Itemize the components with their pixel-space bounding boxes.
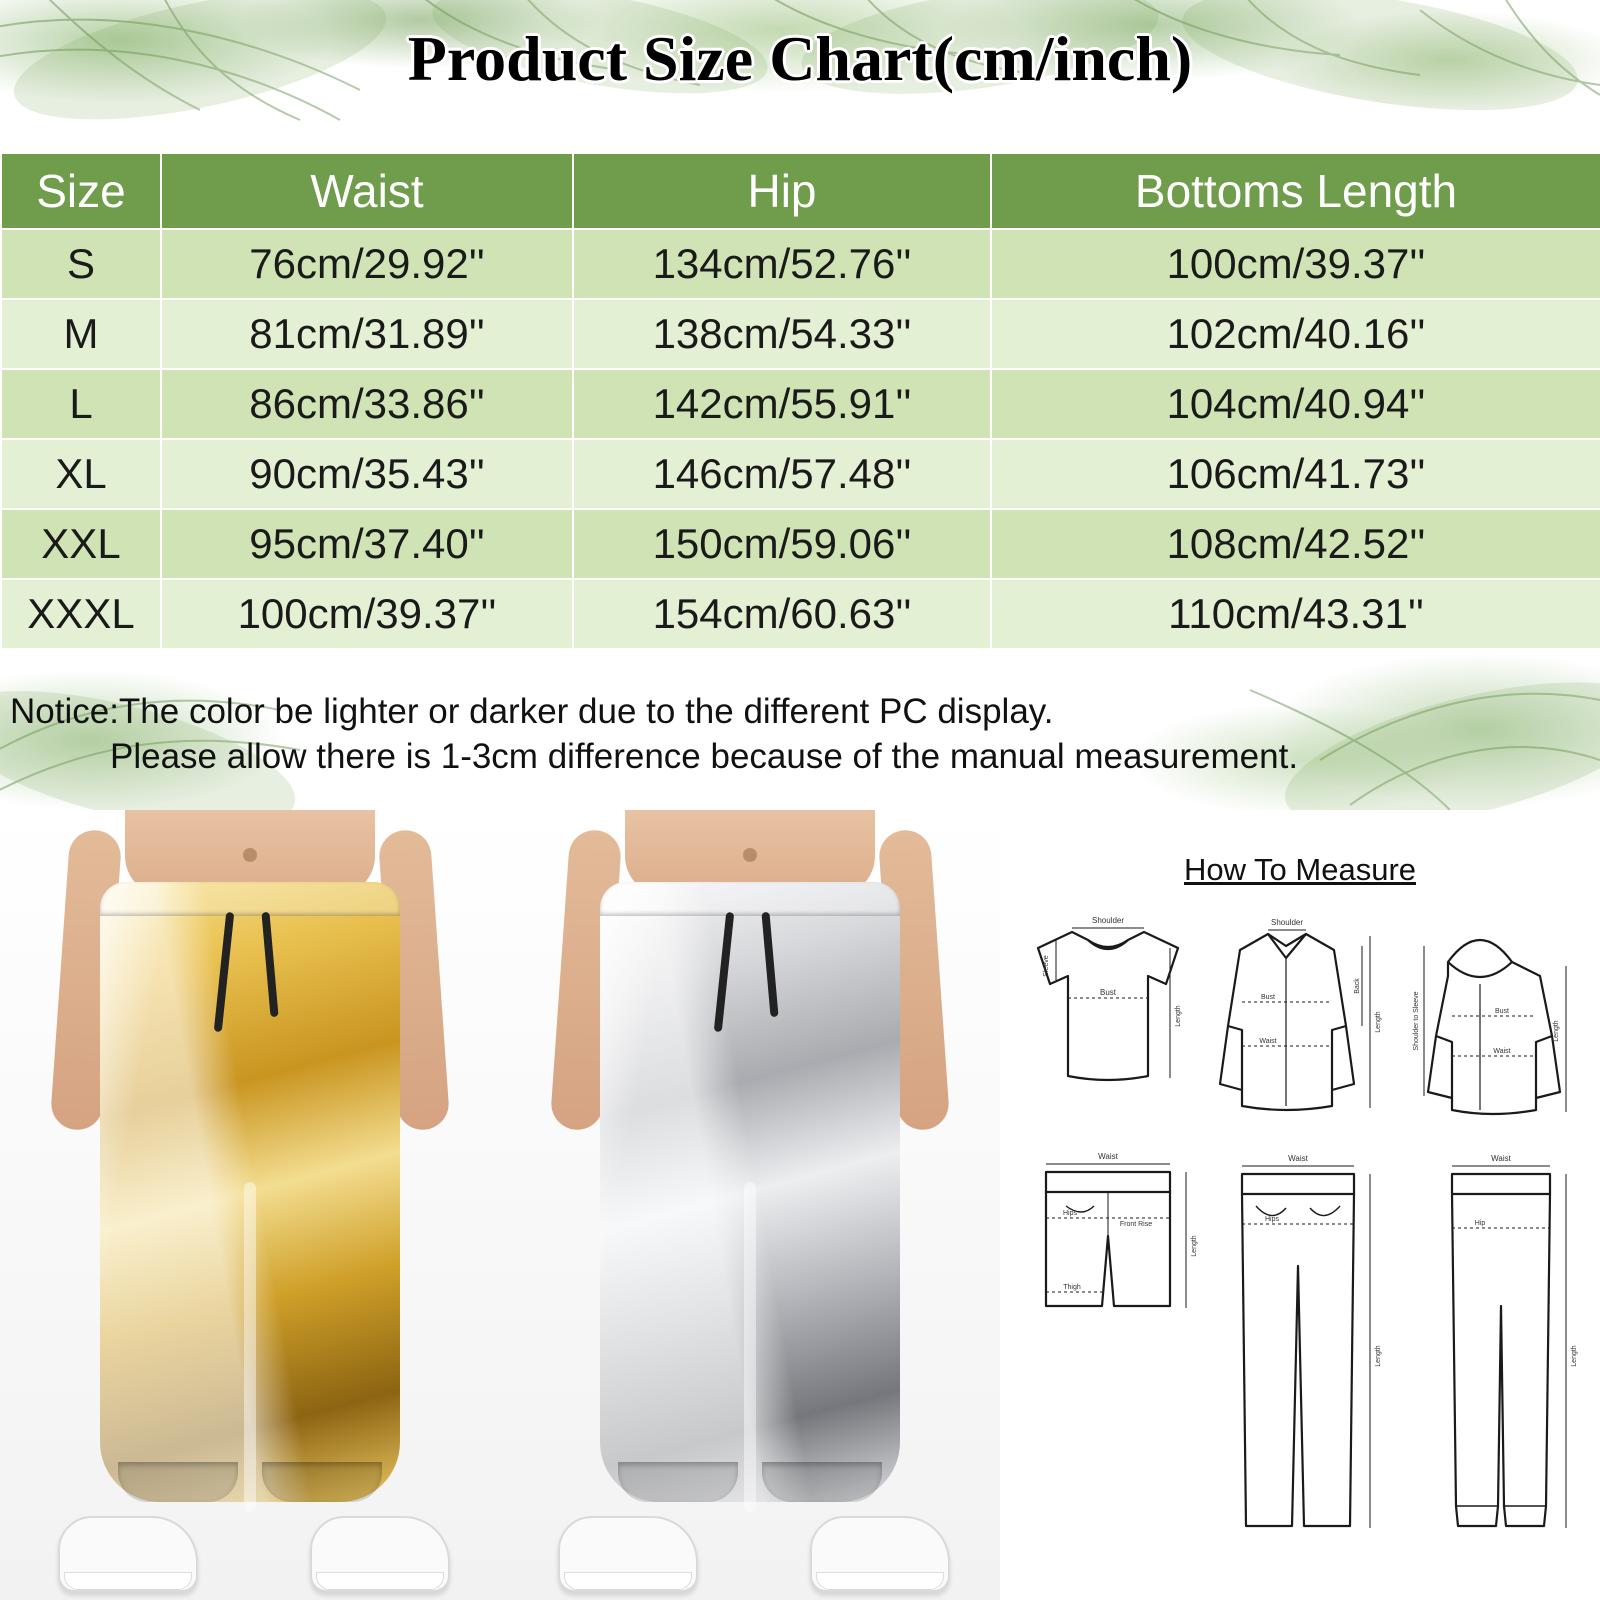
sneaker-left	[58, 1516, 198, 1592]
column-header-waist: Waist	[161, 153, 573, 229]
bottom-section	[0, 810, 1600, 1600]
cell-hip: 146cm/57.48''	[573, 439, 991, 509]
leg-separation	[244, 1182, 256, 1512]
cell-waist: 86cm/33.86''	[161, 369, 573, 439]
waistband	[100, 882, 400, 916]
cell-length: 100cm/39.37''	[991, 229, 1600, 299]
cell-size: L	[1, 369, 161, 439]
svg-text:Bust: Bust	[1494, 1008, 1510, 1015]
pants-diagram	[1242, 1154, 1382, 1528]
joggers-diagram	[1452, 1154, 1578, 1528]
table-header-row	[1, 153, 1600, 229]
cell-waist: 100cm/39.37''	[161, 579, 573, 649]
cell-waist: 81cm/31.89''	[161, 299, 573, 369]
sneaker-right	[810, 1516, 950, 1592]
cell-size: XXXL	[1, 579, 161, 649]
tshirt-diagram	[1038, 916, 1182, 1080]
svg-text:Length: Length	[1175, 1005, 1182, 1027]
svg-text:Length: Length	[1571, 1345, 1578, 1367]
table-row	[1, 439, 1600, 509]
notice-line-1: Notice:The color be lighter or darker due to the different PC display.	[10, 692, 1054, 731]
silver-pants	[600, 882, 900, 1502]
cell-hip: 142cm/55.91''	[573, 369, 991, 439]
cuff-right	[262, 1462, 382, 1502]
cell-length: 106cm/41.73''	[991, 439, 1600, 509]
cell-size: S	[1, 229, 161, 299]
hoodie-diagram	[1413, 940, 1566, 1114]
table-row	[1, 369, 1600, 439]
table-row	[1, 509, 1600, 579]
gold-pants	[100, 882, 400, 1502]
svg-text:Shoulder to Sleeve: Shoulder to Sleeve	[1413, 991, 1420, 1051]
waistband	[600, 882, 900, 916]
notice-text	[0, 690, 1600, 780]
svg-text:Length: Length	[1375, 1011, 1382, 1033]
svg-text:Waist: Waist	[1493, 1048, 1511, 1055]
cuff-left	[118, 1462, 238, 1502]
shorts-diagram	[1046, 1152, 1198, 1308]
svg-text:Bust: Bust	[1099, 988, 1117, 997]
measure-diagrams	[1010, 906, 1590, 1576]
cell-length: 108cm/42.52''	[991, 509, 1600, 579]
size-chart-table	[0, 152, 1600, 650]
cell-length: 104cm/40.94''	[991, 369, 1600, 439]
svg-text:Shoulder: Shoulder	[1091, 916, 1125, 925]
cuff-right	[762, 1462, 882, 1502]
how-to-measure-title: How To Measure	[1183, 852, 1417, 887]
drawstring-right	[261, 912, 278, 1017]
cuff-left	[618, 1462, 738, 1502]
column-header-hip: Hip	[573, 153, 991, 229]
how-to-measure-panel	[1000, 810, 1600, 1600]
dress-shirt-diagram	[1220, 918, 1382, 1110]
column-header-length: Bottoms Length	[991, 153, 1600, 229]
svg-text:Thigh: Thigh	[1063, 1284, 1081, 1291]
svg-text:Waist: Waist	[1288, 1154, 1308, 1163]
product-photo-gold	[0, 810, 500, 1600]
cell-waist: 76cm/29.92''	[161, 229, 573, 299]
table-row	[1, 229, 1600, 299]
cell-waist: 95cm/37.40''	[161, 509, 573, 579]
leg-separation	[744, 1182, 756, 1512]
cell-hip: 138cm/54.33''	[573, 299, 991, 369]
drawstring-left	[714, 912, 734, 1032]
table-row	[1, 579, 1600, 649]
drawstring-left	[214, 912, 234, 1032]
product-photo-silver	[500, 810, 1000, 1600]
svg-text:Waist: Waist	[1098, 1152, 1118, 1161]
svg-text:Sleeve: Sleeve	[1043, 955, 1050, 977]
cell-size: M	[1, 299, 161, 369]
svg-text:Back: Back	[1354, 978, 1361, 994]
cell-size: XXL	[1, 509, 161, 579]
cell-size: XL	[1, 439, 161, 509]
table-row	[1, 299, 1600, 369]
cell-hip: 134cm/52.76''	[573, 229, 991, 299]
svg-text:Front Rise: Front Rise	[1119, 1221, 1153, 1228]
column-header-size: Size	[1, 153, 161, 229]
svg-text:Waist: Waist	[1259, 1038, 1277, 1045]
svg-text:Hips: Hips	[1062, 1210, 1078, 1217]
svg-text:Shoulder: Shoulder	[1270, 918, 1304, 927]
product-photos	[0, 810, 1000, 1600]
notice-line-2: Please allow there is 1-3cm difference because of the manual measurement.	[110, 736, 1299, 776]
sneaker-left	[558, 1516, 698, 1592]
svg-text:Waist: Waist	[1491, 1154, 1511, 1163]
svg-text:Length: Length	[1375, 1345, 1382, 1367]
drawstring-right	[761, 912, 778, 1017]
svg-text:Hip: Hip	[1474, 1220, 1486, 1227]
cell-hip: 154cm/60.63''	[573, 579, 991, 649]
svg-text:Length: Length	[1191, 1235, 1198, 1257]
page-title: Product Size Chart(cm/inch)	[407, 23, 1193, 94]
cell-length: 102cm/40.16''	[991, 299, 1600, 369]
svg-text:Hips: Hips	[1264, 1216, 1280, 1223]
svg-text:Bust: Bust	[1260, 994, 1276, 1001]
cell-length: 110cm/43.31''	[991, 579, 1600, 649]
cell-waist: 90cm/35.43''	[161, 439, 573, 509]
cell-hip: 150cm/59.06''	[573, 509, 991, 579]
svg-text:Length: Length	[1553, 1020, 1560, 1042]
sneaker-right	[310, 1516, 450, 1592]
